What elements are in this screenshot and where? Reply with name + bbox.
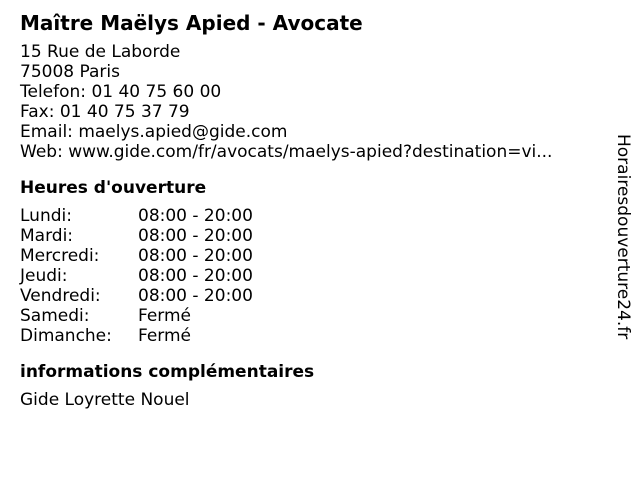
web-line <box>20 142 610 162</box>
hours-row-thursday <box>20 266 610 286</box>
hours-day: Dimanche: <box>20 326 112 346</box>
hours-time: 08:00 - 20:00 <box>138 206 253 226</box>
extra-info-text: Gide Loyrette Nouel <box>20 390 190 410</box>
email-label: Email: <box>20 122 73 142</box>
hours-day: Samedi: <box>20 306 90 326</box>
site-watermark: Horairesdouverture24.fr <box>613 134 633 340</box>
phone-value: 01 40 75 60 00 <box>91 82 222 102</box>
hours-row-wednesday <box>20 246 610 266</box>
hours-day: Mercredi: <box>20 246 100 266</box>
hours-row-sunday <box>20 326 610 346</box>
hours-time: Fermé <box>138 306 192 326</box>
fax-line <box>20 102 610 122</box>
hours-heading: Heures d'ouverture <box>20 178 207 198</box>
phone-label: Telefon: <box>20 82 87 102</box>
hours-day: Mardi: <box>20 226 74 246</box>
fax-label: Fax: <box>20 102 55 122</box>
hours-row-saturday <box>20 306 610 326</box>
hours-time: 08:00 - 20:00 <box>138 286 253 306</box>
address-city: 75008 Paris <box>20 62 120 82</box>
hours-time: 08:00 - 20:00 <box>138 226 253 246</box>
web-link[interactable]: www.gide.com/fr/avocats/maelys-apied?destination=vi... <box>68 142 553 162</box>
page-title: Maître Maëlys Apied - Avocate <box>20 11 363 35</box>
business-card <box>20 10 610 410</box>
email-link[interactable]: maelys.apied@gide.com <box>78 122 288 142</box>
phone-line <box>20 82 610 102</box>
hours-row-monday <box>20 206 610 226</box>
fax-value: 01 40 75 37 79 <box>59 102 190 122</box>
hours-row-friday <box>20 286 610 306</box>
web-label: Web: <box>20 142 63 162</box>
hours-row-tuesday <box>20 226 610 246</box>
address-street: 15 Rue de Laborde <box>20 42 181 62</box>
hours-time: Fermé <box>138 326 192 346</box>
email-line <box>20 122 610 142</box>
extra-info-heading: informations complémentaires <box>20 362 315 382</box>
hours-time: 08:00 - 20:00 <box>138 266 253 286</box>
hours-day: Jeudi: <box>20 266 68 286</box>
hours-time: 08:00 - 20:00 <box>138 246 253 266</box>
hours-table <box>20 206 610 346</box>
hours-day: Lundi: <box>20 206 72 226</box>
hours-day: Vendredi: <box>20 286 101 306</box>
